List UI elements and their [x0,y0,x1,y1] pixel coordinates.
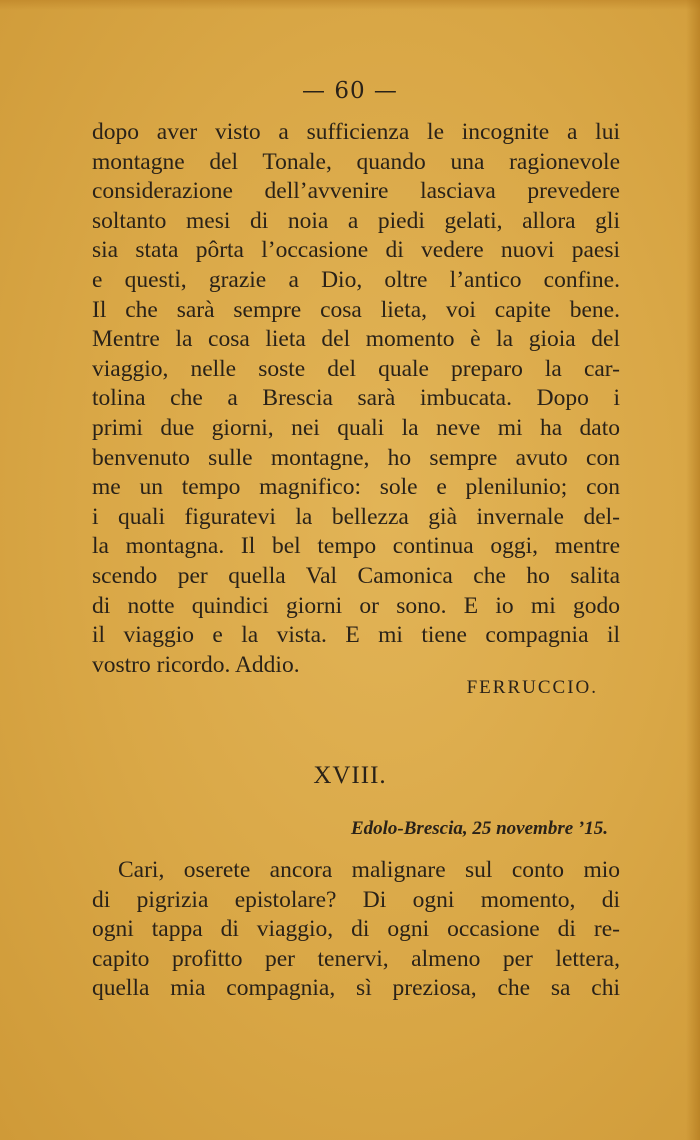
text-line: Cari, oserete ancora malignare sul conto mio [118,857,620,883]
text-line: i quali figuratevi la bellezza già invernale del- [92,503,620,530]
text-line: soltanto mesi di noia a piedi gelati, allora gli [92,207,620,234]
letter-number-heading: XVIII. [313,762,387,789]
page-edge-shadow [686,0,700,1140]
text-line: e questi, grazie a Dio, oltre l’antico confine. [92,266,620,293]
text-line: sia stata pôrta l’occasione di vedere nuovi paesi [92,237,620,264]
text-line: di notte quindici giorni or sono. E io mi godo [92,592,620,619]
text-line: di pigrizia epistolare? Di ogni momento, di [92,886,620,913]
text-line: dopo aver visto a sufficienza le incognite a lui [92,119,620,145]
text-line: primi due giorni, nei quali la neve mi ha dato [92,414,620,441]
page-number: — 60 — [302,78,398,104]
text-line: ogni tappa di viaggio, di ogni occasione di re- [92,916,620,943]
text-line: viaggio, nelle soste del quale preparo la car- [92,355,620,382]
text-line: tolina che a Brescia sarà imbucata. Dopo i [92,385,620,412]
letter-dateline: Edolo-Brescia, 25 novembre ’15. [350,818,608,839]
page-top-shadow [0,0,700,10]
letter-body-paragraph [92,856,620,1004]
text-line: quella mia compagnia, sì preziosa, che sa chi [92,975,620,1002]
text-line: me un tempo magnifico: sole e plenilunio; con [92,474,620,501]
text-line: benvenuto sulle montagne, ho sempre avuto con [92,444,620,471]
text-line: montagne del Tonale, quando una ragionevole [92,148,620,175]
text-line: capito profitto per tenervi, almeno per lettera, [92,945,620,972]
text-line: Il che sarà sempre cosa lieta, voi capite bene. [92,296,620,323]
text-line: scendo per quella Val Camonica che ho salita [92,562,620,589]
letter-body-paragraph [92,118,620,680]
text-line: considerazione dell’avvenire lasciava prevedere [92,178,620,205]
text-line: Mentre la cosa lieta del momento è la gioia del [92,326,620,353]
text-line: vostro ricordo. Addio. [92,651,300,678]
letter-signature: FERRUCCIO. [466,677,598,698]
text-line: il viaggio e la vista. E mi tiene compagnia il [92,622,620,649]
text-line: la montagna. Il bel tempo continua oggi, mentre [92,533,620,560]
